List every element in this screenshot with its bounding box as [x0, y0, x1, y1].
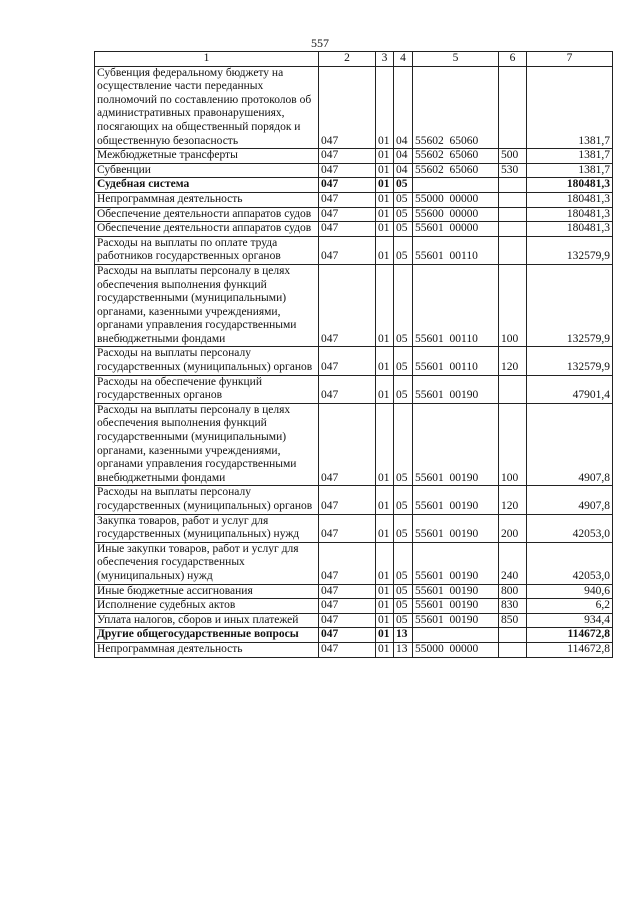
- target-article-cell: 55601 00190: [413, 599, 499, 614]
- amount-cell: 42053,0: [527, 514, 613, 542]
- amount-cell: 132579,9: [527, 347, 613, 375]
- amount-cell: 114672,8: [527, 628, 613, 643]
- subsection-code-cell: 05: [394, 584, 413, 599]
- target-article-cell: 55601 00190: [413, 584, 499, 599]
- amount-cell: 6,2: [527, 599, 613, 614]
- amount-cell: 940,6: [527, 584, 613, 599]
- amount-cell: 180481,3: [527, 207, 613, 222]
- target-article-cell: 55601 00110: [413, 264, 499, 347]
- section-code-cell: 01: [376, 584, 394, 599]
- subsection-code-cell: 13: [394, 628, 413, 643]
- subsection-code-cell: 05: [394, 347, 413, 375]
- column-header: 1: [95, 52, 319, 67]
- column-header: 3: [376, 52, 394, 67]
- expense-type-cell: [499, 207, 527, 222]
- table-row: [95, 642, 613, 657]
- row-name-cell: Другие общегосударственные вопросы: [95, 628, 319, 643]
- section-code-cell: 01: [376, 514, 394, 542]
- row-name-cell: Закупка товаров, работ и услуг для государственных (муниципальных) нужд: [95, 514, 319, 542]
- ministry-code-cell: 047: [319, 514, 376, 542]
- table-row: [95, 236, 613, 264]
- expense-type-cell: 120: [499, 347, 527, 375]
- subsection-code-cell: 05: [394, 207, 413, 222]
- row-name-cell: Обеспечение деятельности аппаратов судов: [95, 207, 319, 222]
- target-article-cell: 55601 00000: [413, 222, 499, 237]
- table-row: [95, 66, 613, 149]
- table-row: [95, 514, 613, 542]
- section-code-cell: 01: [376, 264, 394, 347]
- row-name-cell: Обеспечение деятельности аппаратов судов: [95, 222, 319, 237]
- subsection-code-cell: 05: [394, 403, 413, 486]
- amount-cell: 42053,0: [527, 542, 613, 584]
- expense-type-cell: [499, 628, 527, 643]
- expense-type-cell: 240: [499, 542, 527, 584]
- expense-type-cell: 100: [499, 403, 527, 486]
- expense-type-cell: [499, 178, 527, 193]
- ministry-code-cell: 047: [319, 347, 376, 375]
- page-number: 557: [311, 36, 329, 50]
- target-article-cell: 55601 00190: [413, 514, 499, 542]
- table-row: [95, 599, 613, 614]
- row-name-cell: Субвенция федеральному бюджету на осуществление части переданных полномочий по составлению протоколов об административных правонарушениях, посягающих на общественный порядок и общественную безопасность: [95, 66, 319, 149]
- table-row: [95, 375, 613, 403]
- amount-cell: 132579,9: [527, 264, 613, 347]
- subsection-code-cell: 05: [394, 178, 413, 193]
- table-row: [95, 403, 613, 486]
- table-row: [95, 149, 613, 164]
- section-code-cell: 01: [376, 613, 394, 628]
- column-header: 5: [413, 52, 499, 67]
- target-article-cell: 55602 65060: [413, 66, 499, 149]
- amount-cell: 1381,7: [527, 149, 613, 164]
- budget-table: [94, 51, 613, 658]
- expense-type-cell: [499, 192, 527, 207]
- section-code-cell: 01: [376, 403, 394, 486]
- section-code-cell: 01: [376, 642, 394, 657]
- column-header: 7: [527, 52, 613, 67]
- table-row: [95, 584, 613, 599]
- amount-cell: 180481,3: [527, 222, 613, 237]
- subsection-code-cell: 13: [394, 642, 413, 657]
- expense-type-cell: [499, 222, 527, 237]
- ministry-code-cell: 047: [319, 192, 376, 207]
- amount-cell: 4907,8: [527, 403, 613, 486]
- section-code-cell: 01: [376, 178, 394, 193]
- table-row: [95, 222, 613, 237]
- ministry-code-cell: 047: [319, 149, 376, 164]
- amount-cell: 1381,7: [527, 163, 613, 178]
- subsection-code-cell: 05: [394, 613, 413, 628]
- section-code-cell: 01: [376, 222, 394, 237]
- row-name-cell: Расходы на выплаты персоналу в целях обеспечения выполнения функций государственными (муниципальными) органами, казенными учреждениями, органами управления государственными внебюджетными фондами: [95, 403, 319, 486]
- section-code-cell: 01: [376, 542, 394, 584]
- target-article-cell: [413, 628, 499, 643]
- section-code-cell: 01: [376, 599, 394, 614]
- ministry-code-cell: 047: [319, 613, 376, 628]
- ministry-code-cell: 047: [319, 375, 376, 403]
- row-name-cell: Непрограммная деятельность: [95, 192, 319, 207]
- section-code-cell: 01: [376, 163, 394, 178]
- ministry-code-cell: 047: [319, 584, 376, 599]
- row-name-cell: Субвенции: [95, 163, 319, 178]
- ministry-code-cell: 047: [319, 163, 376, 178]
- table-row: [95, 264, 613, 347]
- target-article-cell: 55601 00110: [413, 236, 499, 264]
- table-row: [95, 347, 613, 375]
- subsection-code-cell: 05: [394, 192, 413, 207]
- table-row: [95, 628, 613, 643]
- target-article-cell: 55602 65060: [413, 149, 499, 164]
- target-article-cell: 55000 00000: [413, 642, 499, 657]
- ministry-code-cell: 047: [319, 236, 376, 264]
- table-row: [95, 178, 613, 193]
- ministry-code-cell: 047: [319, 264, 376, 347]
- target-article-cell: 55601 00190: [413, 375, 499, 403]
- row-name-cell: Иные бюджетные ассигнования: [95, 584, 319, 599]
- ministry-code-cell: 047: [319, 222, 376, 237]
- row-name-cell: Судебная система: [95, 178, 319, 193]
- target-article-cell: 55600 00000: [413, 207, 499, 222]
- ministry-code-cell: 047: [319, 599, 376, 614]
- expense-type-cell: 830: [499, 599, 527, 614]
- section-code-cell: 01: [376, 149, 394, 164]
- row-name-cell: Иные закупки товаров, работ и услуг для обеспечения государственных (муниципальных) нужд: [95, 542, 319, 584]
- row-name-cell: Исполнение судебных актов: [95, 599, 319, 614]
- expense-type-cell: [499, 236, 527, 264]
- expense-type-cell: 850: [499, 613, 527, 628]
- amount-cell: 180481,3: [527, 192, 613, 207]
- table-row: [95, 192, 613, 207]
- row-name-cell: Расходы на выплаты персоналу в целях обеспечения выполнения функций государственными (муниципальными) органами, казенными учреждениями, органами управления государственными внебюджетными фондами: [95, 264, 319, 347]
- subsection-code-cell: 05: [394, 236, 413, 264]
- ministry-code-cell: 047: [319, 178, 376, 193]
- target-article-cell: 55601 00190: [413, 403, 499, 486]
- table-row: [95, 163, 613, 178]
- section-code-cell: 01: [376, 236, 394, 264]
- table-row: [95, 613, 613, 628]
- section-code-cell: 01: [376, 207, 394, 222]
- target-article-cell: 55602 65060: [413, 163, 499, 178]
- target-article-cell: 55601 00190: [413, 613, 499, 628]
- expense-type-cell: 800: [499, 584, 527, 599]
- subsection-code-cell: 04: [394, 66, 413, 149]
- ministry-code-cell: 047: [319, 642, 376, 657]
- row-name-cell: Расходы на выплаты персоналу государственных (муниципальных) органов: [95, 486, 319, 514]
- section-code-cell: 01: [376, 192, 394, 207]
- subsection-code-cell: 05: [394, 222, 413, 237]
- row-name-cell: Расходы на обеспечение функций государственных органов: [95, 375, 319, 403]
- expense-type-cell: [499, 375, 527, 403]
- column-header: 4: [394, 52, 413, 67]
- expense-type-cell: 120: [499, 486, 527, 514]
- section-code-cell: 01: [376, 486, 394, 514]
- table-row: [95, 542, 613, 584]
- subsection-code-cell: 05: [394, 542, 413, 584]
- table-row: [95, 207, 613, 222]
- section-code-cell: 01: [376, 628, 394, 643]
- expense-type-cell: [499, 642, 527, 657]
- subsection-code-cell: 05: [394, 599, 413, 614]
- row-name-cell: Расходы на выплаты по оплате труда работников государственных органов: [95, 236, 319, 264]
- table-row: [95, 486, 613, 514]
- column-header: 6: [499, 52, 527, 67]
- subsection-code-cell: 05: [394, 514, 413, 542]
- ministry-code-cell: 047: [319, 66, 376, 149]
- table-body: [95, 66, 613, 657]
- amount-cell: 4907,8: [527, 486, 613, 514]
- amount-cell: 114672,8: [527, 642, 613, 657]
- amount-cell: 47901,4: [527, 375, 613, 403]
- row-name-cell: Расходы на выплаты персоналу государственных (муниципальных) органов: [95, 347, 319, 375]
- target-article-cell: [413, 178, 499, 193]
- expense-type-cell: [499, 66, 527, 149]
- expense-type-cell: 100: [499, 264, 527, 347]
- amount-cell: 180481,3: [527, 178, 613, 193]
- expense-type-cell: 500: [499, 149, 527, 164]
- ministry-code-cell: 047: [319, 542, 376, 584]
- amount-cell: 132579,9: [527, 236, 613, 264]
- row-name-cell: Межбюджетные трансферты: [95, 149, 319, 164]
- column-header: 2: [319, 52, 376, 67]
- expense-type-cell: 530: [499, 163, 527, 178]
- section-code-cell: 01: [376, 347, 394, 375]
- target-article-cell: 55000 00000: [413, 192, 499, 207]
- subsection-code-cell: 05: [394, 486, 413, 514]
- expense-type-cell: 200: [499, 514, 527, 542]
- section-code-cell: 01: [376, 375, 394, 403]
- subsection-code-cell: 05: [394, 375, 413, 403]
- target-article-cell: 55601 00190: [413, 486, 499, 514]
- amount-cell: 1381,7: [527, 66, 613, 149]
- amount-cell: 934,4: [527, 613, 613, 628]
- ministry-code-cell: 047: [319, 207, 376, 222]
- row-name-cell: Непрограммная деятельность: [95, 642, 319, 657]
- target-article-cell: 55601 00190: [413, 542, 499, 584]
- subsection-code-cell: 05: [394, 264, 413, 347]
- subsection-code-cell: 04: [394, 163, 413, 178]
- row-name-cell: Уплата налогов, сборов и иных платежей: [95, 613, 319, 628]
- header-row: [95, 52, 613, 67]
- ministry-code-cell: 047: [319, 403, 376, 486]
- subsection-code-cell: 04: [394, 149, 413, 164]
- ministry-code-cell: 047: [319, 486, 376, 514]
- section-code-cell: 01: [376, 66, 394, 149]
- target-article-cell: 55601 00110: [413, 347, 499, 375]
- ministry-code-cell: 047: [319, 628, 376, 643]
